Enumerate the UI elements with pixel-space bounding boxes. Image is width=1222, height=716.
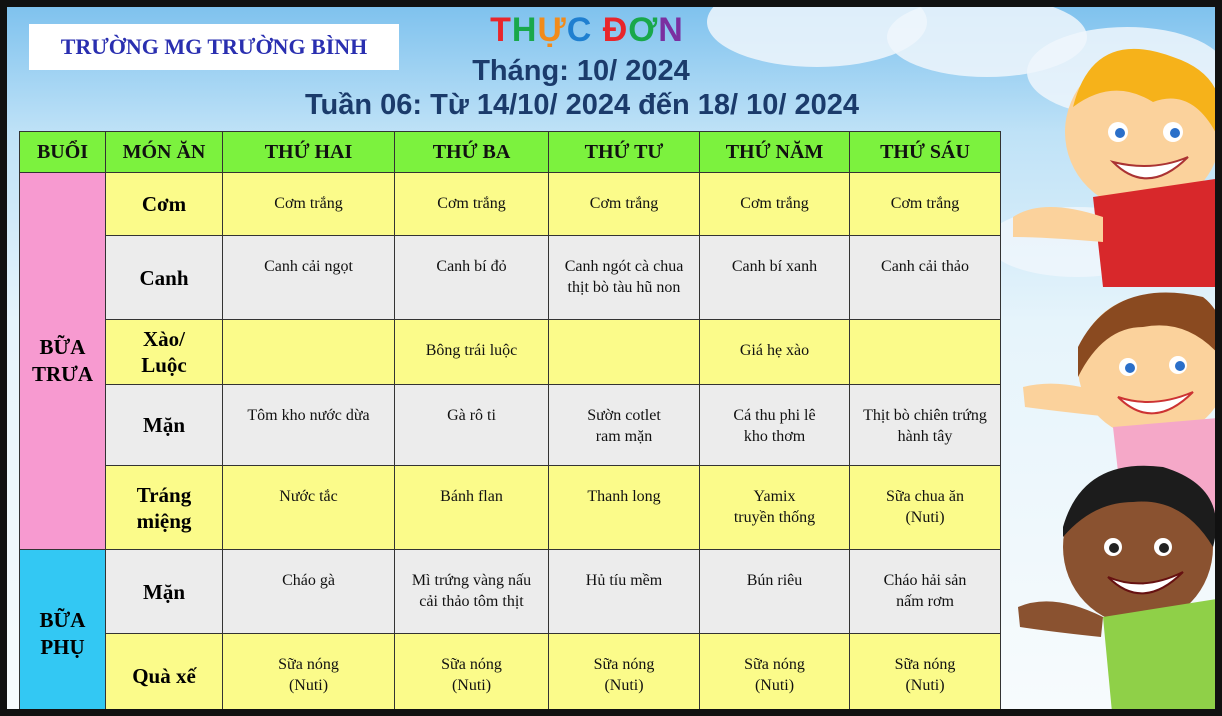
table-row	[20, 634, 1001, 716]
menu-cell: Sữa nóng (Nuti)	[549, 634, 700, 716]
title-letter: Ự	[537, 11, 567, 49]
menu-cell: Canh ngót cà chua thịt bò tàu hũ non	[549, 236, 700, 320]
menu-cell	[850, 320, 1001, 385]
meal-period-cell: BỮA PHỤ	[20, 550, 106, 716]
menu-cell: Thịt bò chiên trứng hành tây	[850, 385, 1001, 466]
title-letter: Đ	[602, 11, 629, 49]
column-header: BUỔI	[20, 132, 106, 173]
menu-cell: Hủ tíu mềm	[549, 550, 700, 634]
dish-type-cell: Cơm	[106, 173, 223, 236]
table-row	[20, 385, 1001, 466]
menu-cell: Cơm trắng	[395, 173, 549, 236]
table-row	[20, 466, 1001, 550]
menu-cell: Yamix truyền thống	[700, 466, 850, 550]
menu-cell: Bún riêu	[700, 550, 850, 634]
menu-cell: Cháo hải sản nấm rơm	[850, 550, 1001, 634]
column-header: THỨ NĂM	[700, 132, 850, 173]
table-row	[20, 550, 1001, 634]
dish-type-cell: Canh	[106, 236, 223, 320]
title-letter: T	[490, 11, 512, 49]
dish-type-cell: Tráng miệng	[106, 466, 223, 550]
menu-cell: Cháo gà	[223, 550, 395, 634]
week-label: Tuần 06: Từ 14/10/ 2024 đến 18/ 10/ 2024	[304, 89, 860, 121]
menu-cell	[223, 320, 395, 385]
column-header: THỨ TƯ	[549, 132, 700, 173]
column-header: THỨ BA	[395, 132, 549, 173]
title-letter: N	[658, 11, 684, 49]
table-row	[20, 173, 1001, 236]
table-row	[20, 236, 1001, 320]
menu-cell: Cơm trắng	[850, 173, 1001, 236]
menu-cell: Cơm trắng	[549, 173, 700, 236]
menu-cell: Canh cải ngọt	[223, 236, 395, 320]
menu-cell: Sườn cotlet ram mặn	[549, 385, 700, 466]
menu-cell: Mì trứng vàng nấu cải thảo tôm thịt	[395, 550, 549, 634]
menu-cell: Thanh long	[549, 466, 700, 550]
menu-cell: Bông trái luộc	[395, 320, 549, 385]
children-illustration	[1003, 47, 1222, 716]
menu-cell: Cơm trắng	[700, 173, 850, 236]
title-letter	[592, 11, 602, 49]
column-header: THỨ SÁU	[850, 132, 1001, 173]
menu-cell: Giá hẹ xào	[700, 320, 850, 385]
menu-cell: Gà rô ti	[395, 385, 549, 466]
dish-type-cell: Mặn	[106, 385, 223, 466]
menu-table	[19, 131, 1001, 716]
school-name: TRƯỜNG MG TRƯỜNG BÌNH	[29, 24, 399, 70]
dish-type-cell: Xào/ Luộc	[106, 320, 223, 385]
menu-cell: Tôm kho nước dừa	[223, 385, 395, 466]
menu-cell	[549, 320, 700, 385]
menu-cell: Canh bí đỏ	[395, 236, 549, 320]
title-letter: Ơ	[628, 11, 659, 49]
month-label: Tháng: 10/ 2024	[472, 55, 690, 87]
menu-cell: Sữa nóng (Nuti)	[395, 634, 549, 716]
column-header: MÓN ĂN	[106, 132, 223, 173]
menu-cell: Nước tắc	[223, 466, 395, 550]
menu-cell: Canh bí xanh	[700, 236, 850, 320]
menu-cell: Sữa nóng (Nuti)	[850, 634, 1001, 716]
meal-period-cell: BỮA TRƯA	[20, 173, 106, 550]
menu-title	[387, 11, 787, 50]
menu-cell: Sữa chua ăn (Nuti)	[850, 466, 1001, 550]
dish-type-cell: Quà xế	[106, 634, 223, 716]
menu-cell: Sữa nóng (Nuti)	[223, 634, 395, 716]
menu-cell: Sữa nóng (Nuti)	[700, 634, 850, 716]
dish-type-cell: Mặn	[106, 550, 223, 634]
title-letter: H	[511, 11, 538, 49]
menu-cell: Cơm trắng	[223, 173, 395, 236]
menu-cell: Bánh flan	[395, 466, 549, 550]
table-row	[20, 320, 1001, 385]
menu-cell: Cá thu phi lê kho thơm	[700, 385, 850, 466]
title-letter: C	[566, 11, 593, 49]
column-header: THỨ HAI	[223, 132, 395, 173]
menu-cell: Canh cải thảo	[850, 236, 1001, 320]
